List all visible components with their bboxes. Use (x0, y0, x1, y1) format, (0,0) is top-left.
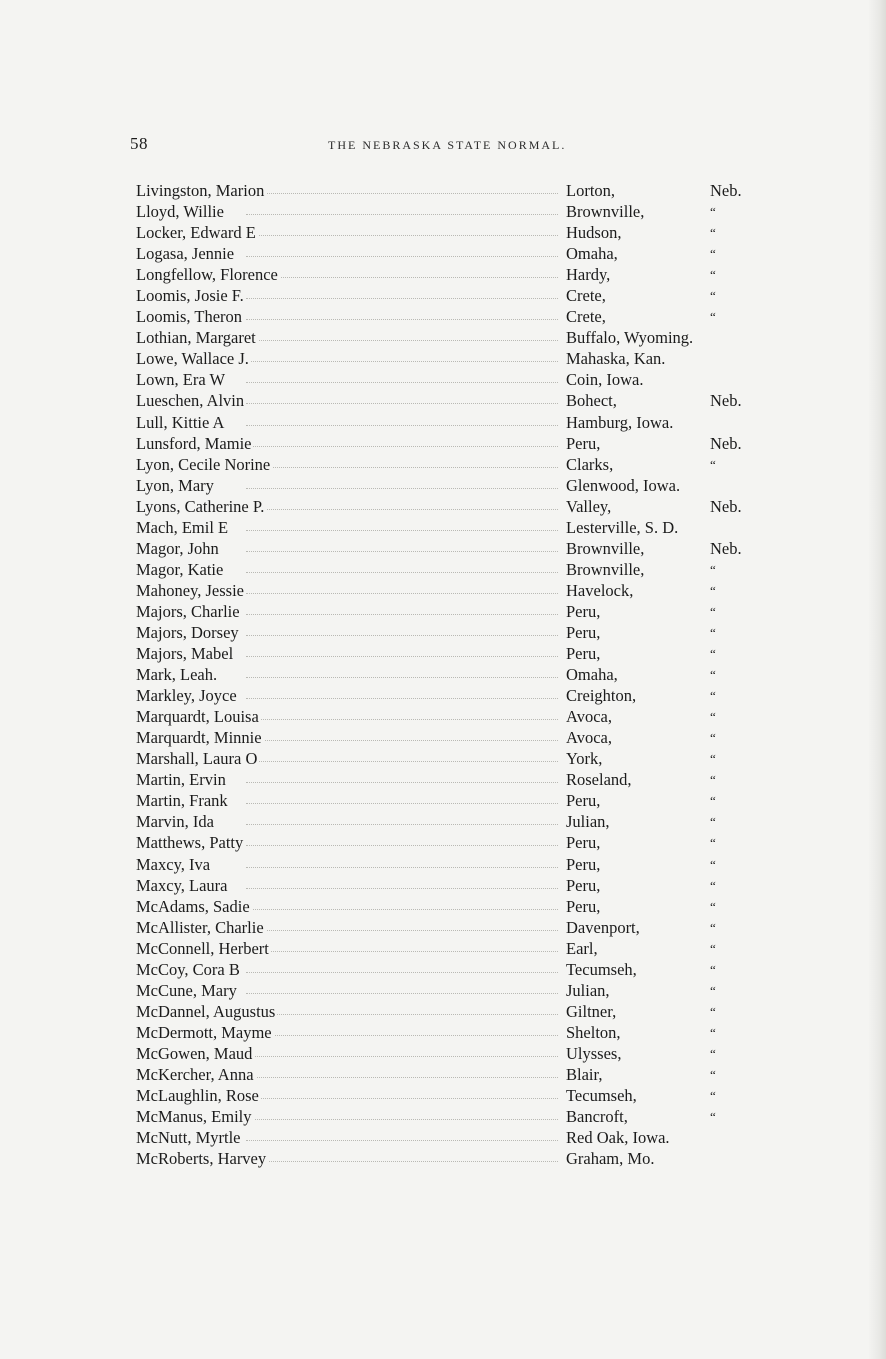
roster-row (136, 285, 776, 306)
student-name: Logasa, Jennie (136, 244, 235, 264)
student-name: Marshall, Laura O (136, 749, 258, 769)
student-name: McConnell, Herbert (136, 938, 269, 958)
ditto-mark: “ (710, 559, 717, 580)
student-name: McKercher, Anna (136, 1064, 254, 1084)
home-town: Omaha, (566, 244, 618, 264)
home-town: Tecumseh, (566, 1086, 637, 1106)
ditto-mark: “ (710, 285, 717, 306)
dot-leader (246, 340, 558, 341)
ditto-mark: “ (710, 748, 717, 769)
running-title: THE NEBRASKA STATE NORMAL. (328, 138, 567, 152)
roster-row (136, 980, 776, 1001)
home-town: Peru, (566, 622, 601, 642)
home-town: Coin, Iowa. (566, 370, 644, 390)
state-abbrev: Neb. (710, 538, 742, 558)
student-name: Lowe, Wallace J. (136, 349, 249, 369)
roster-row (136, 643, 776, 664)
roster-row (136, 348, 776, 369)
student-name: Lothian, Margaret (136, 328, 256, 348)
ditto-mark: “ (710, 643, 717, 664)
student-name: McGowen, Maud (136, 1043, 253, 1063)
student-name: Longfellow, Florence (136, 265, 278, 285)
dot-leader (246, 425, 558, 426)
home-town: Peru, (566, 833, 601, 853)
home-town: Ulysses, (566, 1043, 622, 1063)
roster-row (136, 1127, 776, 1148)
student-roster (136, 180, 776, 1169)
roster-row (136, 264, 776, 285)
student-name: McAllister, Charlie (136, 917, 264, 937)
home-town: Peru, (566, 601, 601, 621)
dot-leader (246, 761, 558, 762)
dot-leader (246, 698, 558, 699)
home-town: Buffalo, Wyoming. (566, 328, 694, 348)
home-town: Glenwood, Iowa. (566, 475, 681, 495)
dot-leader (246, 909, 558, 910)
ditto-mark: “ (710, 727, 717, 748)
home-town: York, (566, 749, 603, 769)
roster-row (136, 1064, 776, 1085)
dot-leader (246, 1140, 558, 1141)
roster-row (136, 938, 776, 959)
roster-row (136, 306, 776, 327)
home-town: Lesterville, S. D. (566, 517, 679, 537)
student-name: Maxcy, Laura (136, 875, 228, 895)
student-name: Lyon, Mary (136, 475, 214, 495)
roster-row (136, 559, 776, 580)
roster-row (136, 1085, 776, 1106)
dot-leader (246, 803, 558, 804)
student-name: Markley, Joyce (136, 686, 237, 706)
dot-leader (246, 256, 558, 257)
dot-leader (246, 277, 558, 278)
roster-row (136, 496, 776, 517)
dot-leader (246, 298, 558, 299)
home-town: Hudson, (566, 223, 622, 243)
roster-row (136, 517, 776, 538)
ditto-mark: “ (710, 1001, 717, 1022)
dot-leader (246, 845, 558, 846)
home-town: Peru, (566, 896, 601, 916)
dot-leader (246, 951, 558, 952)
page-number: 58 (130, 134, 148, 153)
dot-leader (246, 888, 558, 889)
roster-row (136, 327, 776, 348)
roster-row (136, 475, 776, 496)
ditto-mark: “ (710, 896, 717, 917)
home-town: Julian, (566, 980, 610, 1000)
ditto-mark: “ (710, 601, 717, 622)
student-name: McAdams, Sadie (136, 896, 250, 916)
student-name: Magor, Katie (136, 559, 224, 579)
dot-leader (246, 824, 558, 825)
roster-row (136, 1148, 776, 1169)
roster-row (136, 917, 776, 938)
roster-row (136, 1106, 776, 1127)
home-town: Mahaska, Kan. (566, 349, 666, 369)
state-abbrev: Neb. (710, 391, 742, 411)
roster-row (136, 538, 776, 559)
ditto-mark: “ (710, 201, 717, 222)
roster-row (136, 748, 776, 769)
home-town: Bohect, (566, 391, 617, 411)
home-town: Roseland, (566, 770, 632, 790)
dot-leader (246, 614, 558, 615)
home-town: Bancroft, (566, 1107, 628, 1127)
roster-row (136, 412, 776, 433)
dot-leader (246, 214, 558, 215)
home-town: Giltner, (566, 1001, 617, 1021)
ditto-mark: “ (710, 959, 717, 980)
ditto-mark: “ (710, 664, 717, 685)
state-abbrev: Neb. (710, 496, 742, 516)
roster-row (136, 390, 776, 411)
home-town: Davenport, (566, 917, 640, 937)
student-name: Martin, Frank (136, 791, 228, 811)
student-name: Majors, Dorsey (136, 622, 239, 642)
dot-leader (246, 361, 558, 362)
student-name: Lunsford, Mamie (136, 433, 252, 453)
ditto-mark: “ (710, 454, 717, 475)
dot-leader (246, 446, 558, 447)
dot-leader (246, 1119, 558, 1120)
roster-row (136, 790, 776, 811)
home-town: Peru, (566, 791, 601, 811)
roster-row (136, 854, 776, 875)
home-town: Clarks, (566, 454, 614, 474)
dot-leader (246, 719, 558, 720)
home-town: Crete, (566, 307, 606, 327)
home-town: Earl, (566, 938, 598, 958)
student-name: McManus, Emily (136, 1107, 252, 1127)
student-name: Marquardt, Minnie (136, 728, 262, 748)
roster-row (136, 454, 776, 475)
student-name: Lyon, Cecile Norine (136, 454, 271, 474)
student-name: Lloyd, Willie (136, 202, 224, 222)
dot-leader (246, 572, 558, 573)
ditto-mark: “ (710, 790, 717, 811)
roster-row (136, 580, 776, 601)
student-name: McCune, Mary (136, 980, 237, 1000)
home-town: Hamburg, Iowa. (566, 412, 674, 432)
ditto-mark: “ (710, 811, 717, 832)
student-name: Matthews, Patty (136, 833, 244, 853)
dot-leader (246, 509, 558, 510)
roster-row (136, 180, 776, 201)
student-name: Loomis, Theron (136, 307, 243, 327)
student-name: Lown, Era W (136, 370, 226, 390)
home-town: Crete, (566, 286, 606, 306)
ditto-mark: “ (710, 1085, 717, 1106)
student-name: Loomis, Josie F. (136, 286, 244, 306)
ditto-mark: “ (710, 622, 717, 643)
home-town: Peru, (566, 875, 601, 895)
dot-leader (246, 488, 558, 489)
ditto-mark: “ (710, 264, 717, 285)
student-name: Mark, Leah. (136, 665, 218, 685)
home-town: Brownville, (566, 559, 645, 579)
home-town: Julian, (566, 812, 610, 832)
student-name: Marvin, Ida (136, 812, 214, 832)
roster-row (136, 1043, 776, 1064)
ditto-mark: “ (710, 706, 717, 727)
home-town: Hardy, (566, 265, 611, 285)
student-name: McRoberts, Harvey (136, 1149, 267, 1169)
roster-row (136, 875, 776, 896)
state-abbrev: Neb. (710, 181, 742, 200)
home-town: Peru, (566, 644, 601, 664)
student-name: Martin, Ervin (136, 770, 226, 790)
dot-leader (246, 1161, 558, 1162)
student-name: Mach, Emil E (136, 517, 229, 537)
ditto-mark: “ (710, 938, 717, 959)
roster-row (136, 243, 776, 264)
dot-leader (246, 677, 558, 678)
student-name: Majors, Charlie (136, 601, 240, 621)
dot-leader (246, 193, 558, 194)
roster-row (136, 685, 776, 706)
roster-row (136, 433, 776, 454)
dot-leader (246, 467, 558, 468)
student-name: McLaughlin, Rose (136, 1086, 259, 1106)
dot-leader (246, 782, 558, 783)
home-town: Peru, (566, 854, 601, 874)
student-name: Lull, Kittie A (136, 412, 225, 432)
roster-row (136, 959, 776, 980)
home-town: Blair, (566, 1064, 603, 1084)
ditto-mark: “ (710, 1022, 717, 1043)
home-town: Creighton, (566, 686, 637, 706)
roster-row (136, 222, 776, 243)
student-name: Lyons, Catherine P. (136, 496, 265, 516)
page-header (130, 134, 770, 158)
ditto-mark: “ (710, 1106, 717, 1127)
state-abbrev: Neb. (710, 433, 742, 453)
home-town: Lorton, (566, 181, 616, 200)
roster-row (136, 811, 776, 832)
roster-row (136, 664, 776, 685)
roster-row (136, 1022, 776, 1043)
dot-leader (246, 403, 558, 404)
roster-row (136, 369, 776, 390)
student-name: Mahoney, Jessie (136, 580, 244, 600)
home-town: Graham, Mo. (566, 1149, 655, 1169)
ditto-mark: “ (710, 769, 717, 790)
dot-leader (246, 551, 558, 552)
dot-leader (246, 1035, 558, 1036)
dot-leader (246, 867, 558, 868)
student-name: McDermott, Mayme (136, 1022, 272, 1042)
home-town: Omaha, (566, 665, 618, 685)
dot-leader (246, 993, 558, 994)
dot-leader (246, 235, 558, 236)
dot-leader (246, 972, 558, 973)
ditto-mark: “ (710, 917, 717, 938)
home-town: Avoca, (566, 728, 612, 748)
home-town: Havelock, (566, 580, 634, 600)
ditto-mark: “ (710, 1064, 717, 1085)
home-town: Avoca, (566, 707, 612, 727)
student-name: Lueschen, Alvin (136, 391, 245, 411)
ditto-mark: “ (710, 875, 717, 896)
dot-leader (246, 1098, 558, 1099)
dot-leader (246, 1077, 558, 1078)
dot-leader (246, 382, 558, 383)
dot-leader (246, 1014, 558, 1015)
student-name: McNutt, Myrtle (136, 1128, 241, 1148)
home-town: Red Oak, Iowa. (566, 1128, 670, 1148)
student-name: Magor, John (136, 538, 219, 558)
student-name: Livingston, Marion (136, 181, 265, 200)
ditto-mark: “ (710, 306, 717, 327)
ditto-mark: “ (710, 580, 717, 601)
ditto-mark: “ (710, 222, 717, 243)
ditto-mark: “ (710, 980, 717, 1001)
dot-leader (246, 740, 558, 741)
home-town: Valley, (566, 496, 612, 516)
dot-leader (246, 593, 558, 594)
ditto-mark: “ (710, 832, 717, 853)
roster-row (136, 706, 776, 727)
dot-leader (246, 530, 558, 531)
roster-row (136, 769, 776, 790)
roster-row (136, 832, 776, 853)
roster-row (136, 201, 776, 222)
roster-row (136, 622, 776, 643)
home-town: Brownville, (566, 538, 645, 558)
page-edge (868, 0, 886, 1359)
student-name: Maxcy, Iva (136, 854, 211, 874)
roster-row (136, 601, 776, 622)
dot-leader (246, 319, 558, 320)
ditto-mark: “ (710, 685, 717, 706)
roster-row (136, 1001, 776, 1022)
ditto-mark: “ (710, 1043, 717, 1064)
roster-row (136, 896, 776, 917)
student-name: Marquardt, Louisa (136, 707, 259, 727)
roster-row (136, 727, 776, 748)
home-town: Peru, (566, 433, 601, 453)
dot-leader (246, 930, 558, 931)
home-town: Brownville, (566, 202, 645, 222)
home-town: Tecumseh, (566, 959, 637, 979)
student-name: Locker, Edward E (136, 223, 256, 243)
dot-leader (246, 656, 558, 657)
dot-leader (246, 1056, 558, 1057)
student-name: Majors, Mabel (136, 644, 234, 664)
dot-leader (246, 635, 558, 636)
ditto-mark: “ (710, 854, 717, 875)
ditto-mark: “ (710, 243, 717, 264)
student-name: McDannel, Augustus (136, 1001, 276, 1021)
home-town: Shelton, (566, 1022, 621, 1042)
student-name: McCoy, Cora B (136, 959, 240, 979)
